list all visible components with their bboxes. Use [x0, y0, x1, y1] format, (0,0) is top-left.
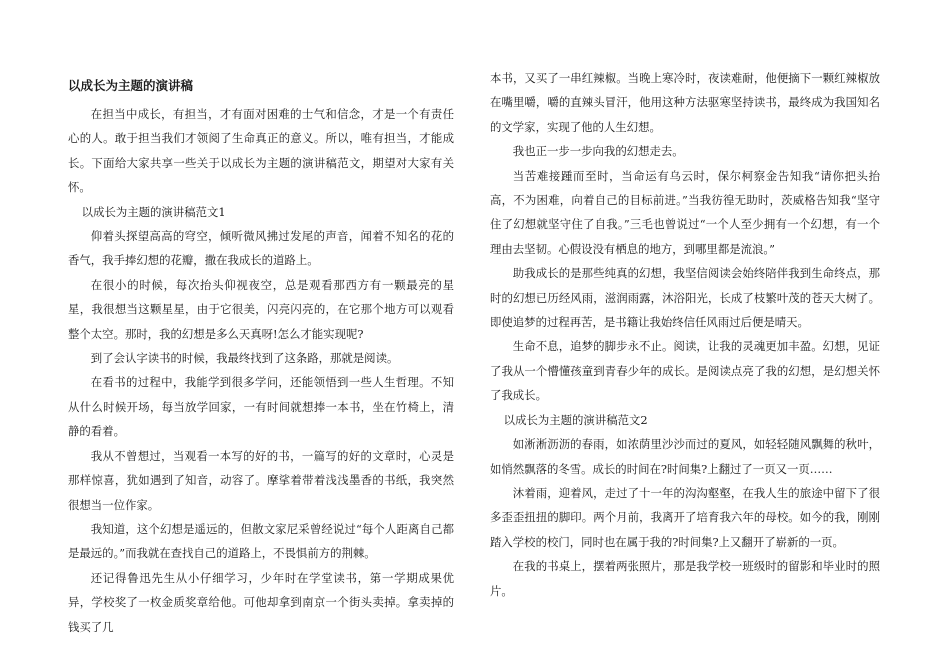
paragraph: 在很小的时候，每次抬头仰视夜空，总是观看那西方有一颗最亮的星星，我很想当这颗星星，由于它很美，闪亮闪亮的，在它那个地方可以观看整个太空。那时，我的幻想是多么天真呀!怎么才能实现呢? — [68, 277, 454, 341]
paragraph: 生命不息，追梦的脚步永不止。阅读，让我的灵魂更加丰盈。幻想，见证了我从一个懵懂孩童到青春少年的成长。是阅读点亮了我的幻想，是幻想关怀了我成长。 — [490, 339, 880, 403]
paragraph: 如淅淅沥沥的春雨，如浓荫里沙沙而过的夏风，如轻轻随风飘舞的秋叶，如悄然飘落的冬雪。成长的时间在?时间集?上翻过了一页又一页…… — [490, 437, 880, 476]
paragraph: 还记得鲁迅先生从小仔细学习，少年时在学堂读书，第一学期成果优异，学校奖了一枚金质奖章给他。可他却拿到南京一个街头卖掉。拿卖掉的钱买了几 — [68, 570, 454, 634]
section-heading-2: 以成长为主题的演讲稿范文2 — [503, 412, 648, 427]
paragraph: 仰着头探望高高的穹空，倾听微风拂过发尾的声音，闻着不知名的花的香气，我手捧幻想的花瓣，撒在我成长的道路上。 — [68, 229, 454, 268]
paragraph: 当苦难接踵而至时，当命运有乌云时，保尔柯察金告知我“请你把头抬高，不为困难，向着自己的目标前进。”当我彷徨无助时，茨威格告知我“坚守住了幻想就坚守住了自我。”三毛也曾说过“一个人至少拥有一个幻想，有一个理由去坚韧。心假设没有栖息的地方，到哪里都是流浪。” — [490, 168, 880, 256]
intro-paragraph: 在担当中成长，有担当，才有面对困难的士气和信念，才是一个有责任心的人。敢于担当我们才领阅了生命真正的意义。所以，唯有担当，才能成长。下面给大家共享一些关于以成长为主题的演讲稿范文，期望对大家有关怀。 — [68, 107, 454, 195]
paragraph: 在我的书桌上，摆着两张照片，那是我学校一班级时的留影和毕业时的照片。 — [490, 559, 880, 598]
document-title: 以成长为主题的演讲稿 — [68, 78, 194, 93]
paragraph: 我知道，这个幻想是遥远的，但散文家尼采曾经说过“每个人距离自己都是最远的。”而我就在查找自己的道路上，不畏惧前方的荆棘。 — [68, 521, 454, 561]
paragraph: 助我成长的是那些纯真的幻想，我坚信阅读会始终陪伴我到生命终点，那时的幻想已历经风雨，滋润雨露，沐浴阳光，长成了枝繁叶茂的苍天大树了。即使追梦的过程再苦，是书籍让我始终信任风雨过后便是晴天。 — [490, 266, 880, 330]
paragraph: 到了会认字读书的时候，我最终找到了这条路，那就是阅读。 — [90, 351, 399, 366]
paragraph: 在看书的过程中，我能学到很多学问，还能领悟到一些人生哲理。不知从什么时候开场，每当放学回家，一有时间就想捧一本书，坐在竹椅上，清静的看着。 — [68, 375, 454, 439]
continued-paragraph: 本书，又买了一串红辣椒。当晚上寒冷时，夜读难耐，他便摘下一颗红辣椒放在嘴里嚼，嚼的直辣头冒汗，他用这种方法驱寒坚持读书，最终成为我国知名的文学家，实现了他的人生幻想。 — [490, 71, 880, 134]
paragraph: 沐着雨，迎着风，走过了十一年的沟沟壑壑，在我人生的旅途中留下了很多歪歪扭扭的脚印。两个月前，我离开了培育我六年的母校。如今的我，刚刚踏入学校的校门，同时也在属于我的?时间集?上又翻开了崭新的一页。 — [490, 485, 880, 549]
paragraph: 我也正一步一步向我的幻想走去。 — [512, 144, 684, 159]
right-column — [490, 66, 880, 603]
paragraph: 我从不曾想过，当观看一本写的好的书，一篇写的好的文章时，心灵是那样惊喜，犹如遇到了知音，动容了。摩挲着带着浅浅墨香的书纸，我突然很想当一位作家。 — [68, 448, 454, 512]
section-heading-1: 以成长为主题的演讲稿范文1 — [81, 204, 226, 219]
left-column — [68, 74, 454, 639]
